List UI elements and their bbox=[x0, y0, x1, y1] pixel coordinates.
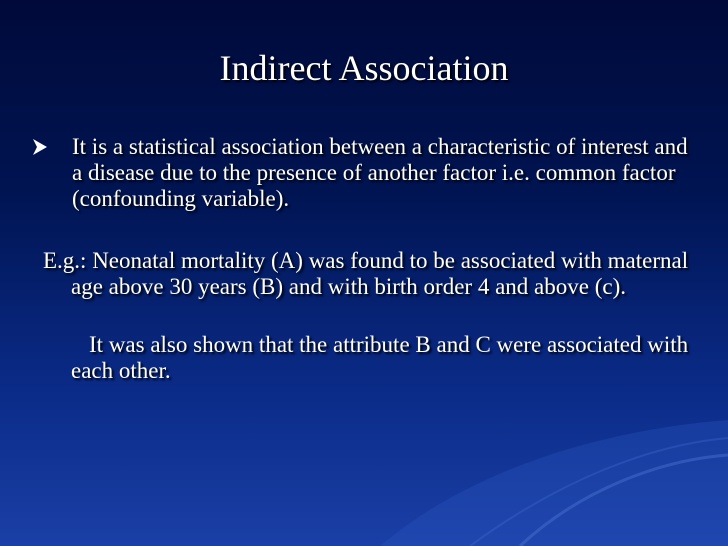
bullet-text: It is a statistical association between a characteristic of interest and a disease due to the presence of another factor i.e. common factor (confounding variable). bbox=[72, 134, 688, 211]
page-title: Indirect Association bbox=[219, 48, 509, 88]
followup-text: It was also shown that the attribute B and C were associated with each other. bbox=[71, 332, 689, 383]
example-paragraph: E.g.: Neonatal mortality (A) was found to be associated with maternal age above 30 years (B) and with birth order 4 and above (c). bbox=[43, 248, 689, 299]
arrow-bullet-icon bbox=[32, 138, 48, 156]
bullet-item bbox=[40, 134, 690, 212]
followup-paragraph bbox=[43, 332, 711, 384]
